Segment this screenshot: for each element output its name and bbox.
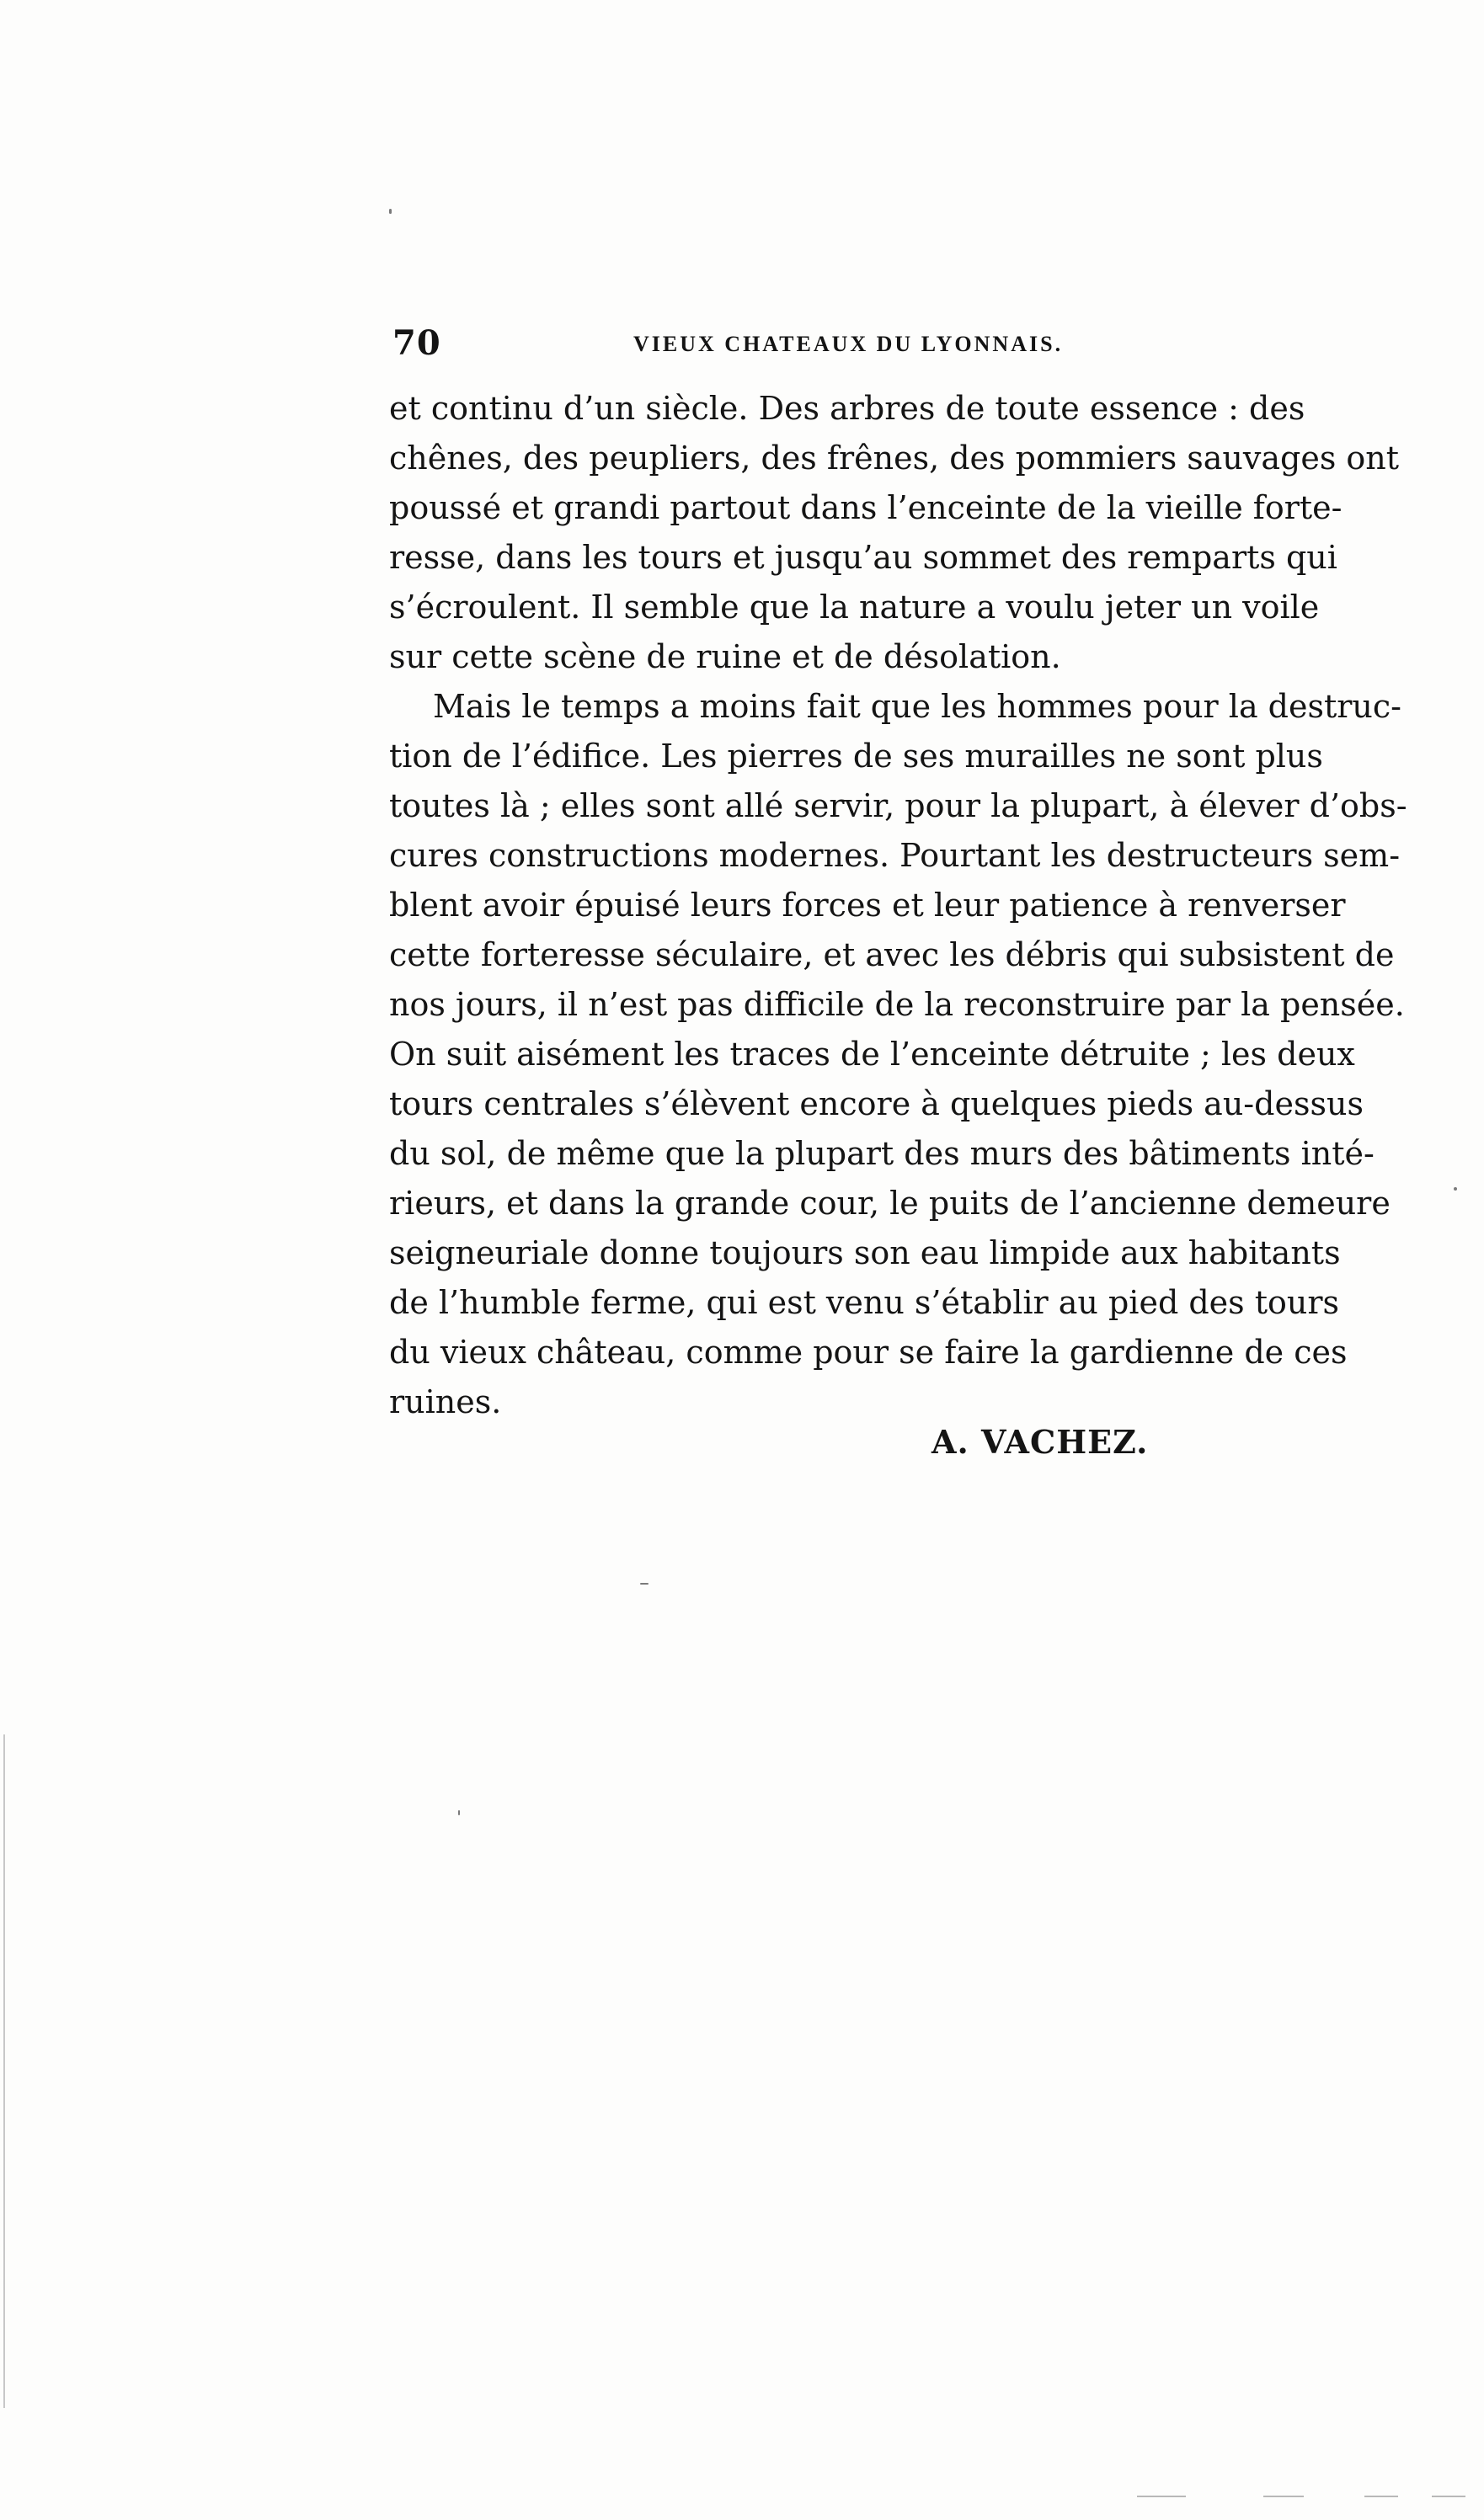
text-line: s’écroulent. Il semble que la nature a voulu jeter un voile bbox=[389, 589, 1320, 626]
text-line: cures constructions modernes. Pourtant les destructeurs sem- bbox=[389, 837, 1401, 874]
text-line: seigneuriale donne toujours son eau limpide aux habitants bbox=[389, 1234, 1341, 1271]
author-signature: A. VACHEZ. bbox=[932, 1423, 1149, 1461]
text-line: toutes là ; elles sont allé servir, pour la plupart, à élever d’obs- bbox=[389, 787, 1407, 824]
scan-margin-line bbox=[3, 1734, 5, 2408]
scan-speck bbox=[640, 1583, 649, 1585]
scan-speck bbox=[389, 209, 392, 214]
text-line: du vieux château, comme pour se faire la gardienne de ces bbox=[389, 1334, 1348, 1371]
scan-speck bbox=[1454, 1187, 1457, 1191]
body-text bbox=[389, 384, 1407, 1427]
text-line: blent avoir épuisé leurs forces et leur patience à renverser bbox=[389, 887, 1346, 924]
text-line: rieurs, et dans la grande cour, le puits de l’ancienne demeure bbox=[389, 1185, 1391, 1222]
scan-footer-dash bbox=[1137, 2496, 1186, 2497]
text-line: de l’humble ferme, qui est venu s’établir au pied des tours bbox=[389, 1284, 1340, 1321]
text-line: tours centrales s’élèvent encore à quelques pieds au-dessus bbox=[389, 1085, 1364, 1122]
text-line: du sol, de même que la plupart des murs des bâtiments inté- bbox=[389, 1135, 1375, 1172]
text-line: nos jours, il n’est pas difficile de la reconstruire par la pensée. bbox=[389, 986, 1405, 1023]
text-line: cette forteresse séculaire, et avec les débris qui subsistent de bbox=[389, 936, 1395, 973]
running-head bbox=[392, 323, 1309, 370]
text-line: poussé et grandi partout dans l’enceinte de la vieille forte- bbox=[389, 489, 1343, 526]
paragraph-start-line: Mais le temps a moins fait que les hommes pour la destruc- bbox=[433, 688, 1402, 725]
running-title: VIEUX CHATEAUX DU LYONNAIS. bbox=[633, 332, 1064, 356]
scan-footer-dash bbox=[1364, 2496, 1398, 2497]
scan-footer-dash bbox=[1432, 2496, 1465, 2497]
text-line: On suit aisément les traces de l’enceinte détruite ; les deux bbox=[389, 1036, 1355, 1073]
text-line: resse, dans les tours et jusqu’au sommet des remparts qui bbox=[389, 539, 1337, 576]
text-line: tion de l’édifice. Les pierres de ses murailles ne sont plus bbox=[389, 738, 1323, 775]
scan-speck bbox=[458, 1810, 460, 1815]
scan-footer-dash bbox=[1263, 2496, 1304, 2497]
text-line: et continu d’un siècle. Des arbres de toute essence : des bbox=[389, 390, 1305, 427]
text-line: ruines. bbox=[389, 1383, 502, 1420]
page-number: 70 bbox=[392, 323, 441, 363]
text-line: chênes, des peupliers, des frênes, des pommiers sauvages ont bbox=[389, 440, 1400, 477]
text-line: sur cette scène de ruine et de désolation. bbox=[389, 638, 1061, 675]
